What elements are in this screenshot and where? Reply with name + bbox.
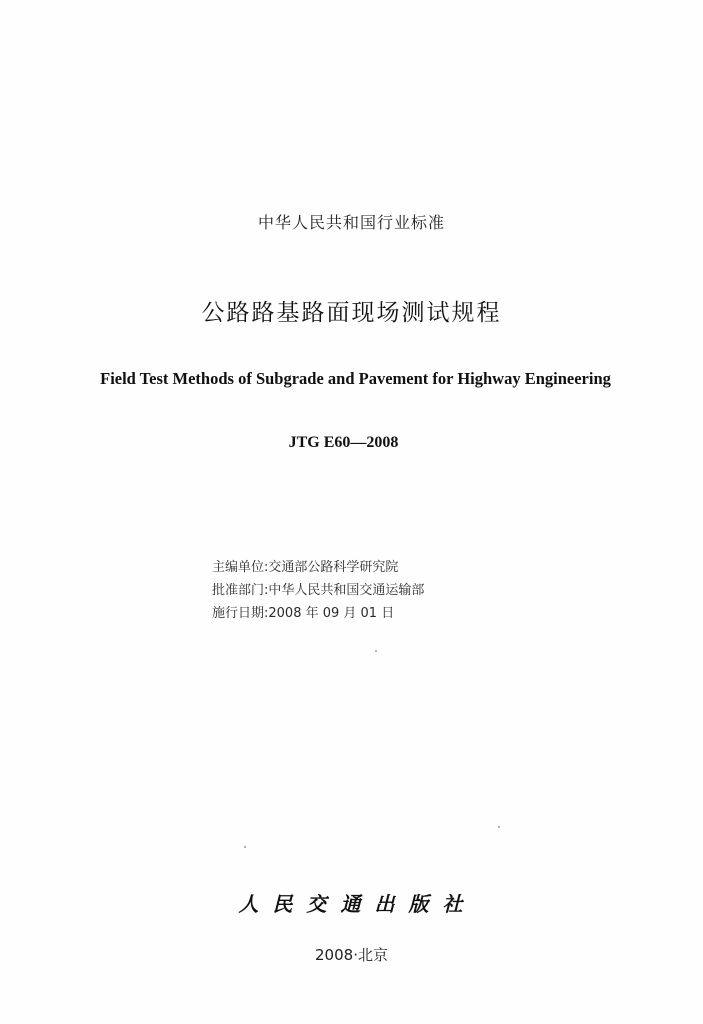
scan-speck xyxy=(498,826,500,828)
scan-speck xyxy=(244,846,246,848)
editor-unit: 主编单位:交通部公路科学研究院 xyxy=(212,560,399,575)
scan-speck xyxy=(375,650,377,652)
effective-date: 施行日期:2008 年 09 月 01 日 xyxy=(212,606,395,621)
title-english: Field Test Methods of Subgrade and Pavement for Highway Engineering xyxy=(100,369,611,388)
standard-series-label: 中华人民共和国行业标准 xyxy=(257,213,445,232)
publication-info xyxy=(212,556,424,625)
approving-department: 批准部门:中华人民共和国交通运输部 xyxy=(212,583,425,598)
standard-code: JTG E60—2008 xyxy=(288,434,399,451)
place-and-year: 2008·北京 xyxy=(315,946,388,964)
title-chinese: 公路路基路面现场测试规程 xyxy=(201,300,502,326)
publisher-name: 人民交通出版社 xyxy=(238,892,477,916)
